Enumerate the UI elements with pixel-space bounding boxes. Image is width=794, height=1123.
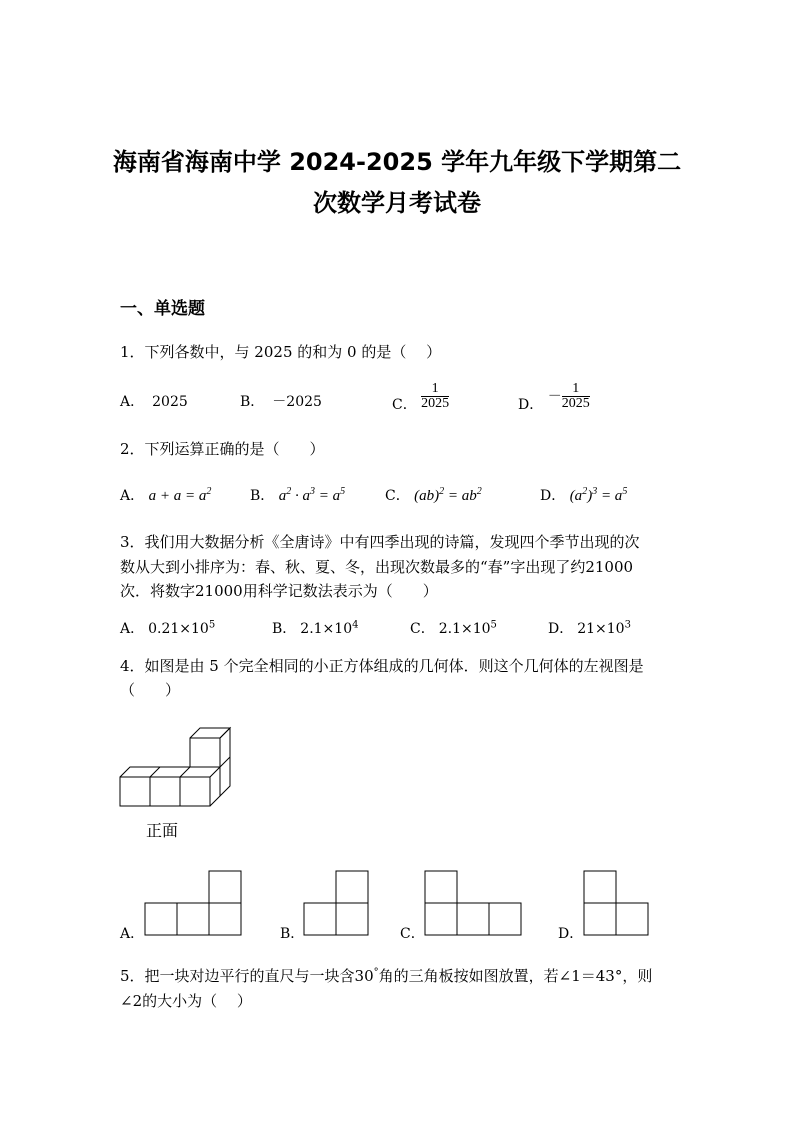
q2-option-d-expression: $(a^2)^3 = a^5$ bbox=[569, 486, 628, 504]
q2-option-c-expression: $(ab)^2 = ab^2$ bbox=[414, 486, 482, 504]
q5-text-part-2: 角的三角板按如图放置，若∠1＝43°，则 bbox=[378, 967, 653, 985]
q4-option-b-label: B． bbox=[280, 926, 305, 942]
q4-option-a-label: A． bbox=[120, 926, 145, 942]
section-heading: 一、单选题 bbox=[120, 299, 205, 319]
q4-option-d-label: D． bbox=[558, 926, 584, 942]
q3-option-a-label: A． bbox=[120, 621, 145, 637]
q4-option-d-figure bbox=[583, 869, 653, 937]
q1-option-c bbox=[392, 382, 449, 411]
q2-option-a-expression: $a + a = a^2$ bbox=[148, 486, 212, 504]
q1-option-a-value: 2025 bbox=[152, 394, 188, 410]
question-3-line-1: 3．我们用大数据分析《全唐诗》中有四季出现的诗篇，发现四个季节出现的次 bbox=[120, 533, 640, 551]
cube-solid-figure bbox=[118, 722, 238, 808]
question-5-line-2: ∠2的大小为（ ） bbox=[120, 992, 252, 1010]
q5-degree-mark: ° bbox=[373, 967, 379, 978]
q1-option-d-fraction bbox=[562, 382, 590, 411]
q1-option-d-label: D． bbox=[518, 396, 544, 413]
question-4-line-1: 4．如图是由 5 个完全相同的小正方体组成的几何体．则这个几何体的左视图是 bbox=[120, 657, 644, 675]
q4-option-c-label: C． bbox=[400, 926, 425, 942]
q2-option-d bbox=[540, 485, 627, 505]
q2-option-b-label: B． bbox=[250, 488, 275, 504]
question-2-stem: 2．下列运算正确的是（ ） bbox=[120, 440, 325, 458]
q1-option-d bbox=[518, 382, 590, 411]
q1-option-d-sign: － bbox=[547, 388, 562, 405]
q3-option-d-value: 21×10 bbox=[577, 621, 625, 637]
question-4-line-2: （ ） bbox=[120, 681, 181, 699]
q4-option-a-figure bbox=[144, 869, 244, 937]
q2-option-c bbox=[385, 485, 482, 505]
question-3-line-2: 数从大到小排序为：春、秋、夏、冬，出现次数最多的“春”字出现了约21000 bbox=[120, 558, 634, 576]
question-1-stem: 1．下列各数中，与 2025 的和为 0 的是（ ） bbox=[120, 343, 442, 361]
q1-option-b-value: －2025 bbox=[272, 394, 322, 410]
question-3-line-3: 次．将数字21000用科学记数法表示为（ ） bbox=[120, 582, 438, 600]
fraction-denominator: 2025 bbox=[561, 396, 590, 411]
q2-option-b-expression: $a^2 \cdot a^3 = a^5$ bbox=[278, 486, 346, 504]
q1-option-c-label: C． bbox=[392, 396, 417, 413]
q2-option-d-label: D． bbox=[540, 488, 566, 504]
q2-option-c-label: C． bbox=[385, 488, 410, 504]
q5-text-part-1: 5．把一块对边平行的直尺与一块含30 bbox=[120, 967, 374, 985]
q1-option-a bbox=[120, 391, 188, 411]
q4-option-b-figure bbox=[303, 869, 373, 937]
q3-option-b bbox=[272, 618, 358, 638]
q3-option-c-value: 2.1×10 bbox=[438, 621, 491, 637]
q3-option-d-label: D． bbox=[548, 621, 574, 637]
q1-option-c-fraction bbox=[421, 382, 449, 411]
q3-option-c bbox=[410, 618, 497, 638]
q3-option-b-label: B． bbox=[272, 621, 297, 637]
q1-option-a-label: A． bbox=[120, 394, 145, 410]
front-view-label: 正面 bbox=[146, 821, 179, 840]
q4-option-c-figure bbox=[424, 869, 524, 937]
fraction-denominator: 2025 bbox=[421, 396, 450, 411]
page-title-line2: 次数学月考试卷 bbox=[313, 189, 481, 217]
fraction-numerator: 1 bbox=[562, 382, 590, 397]
q3-option-c-label: C． bbox=[410, 621, 435, 637]
page-title-line1: 海南省海南中学 2024-2025 学年九年级下学期第二 bbox=[112, 148, 682, 176]
q3-option-a bbox=[120, 618, 215, 638]
q3-option-a-value: 0.21×10 bbox=[148, 621, 209, 637]
q1-option-b-label: B． bbox=[240, 394, 265, 410]
q3-option-b-value: 2.1×10 bbox=[300, 621, 353, 637]
q1-option-b bbox=[240, 391, 322, 411]
q3-option-c-exponent: 5 bbox=[490, 619, 497, 631]
q2-option-b bbox=[250, 485, 345, 505]
q3-option-d bbox=[548, 618, 631, 638]
q3-option-d-exponent: 3 bbox=[624, 619, 631, 631]
q2-option-a-label: A． bbox=[120, 488, 145, 504]
q3-option-a-exponent: 5 bbox=[208, 619, 216, 631]
question-5-line-1 bbox=[120, 965, 652, 986]
q2-option-a bbox=[120, 485, 211, 505]
q3-option-b-exponent: 4 bbox=[352, 619, 359, 631]
fraction-numerator: 1 bbox=[421, 382, 449, 397]
